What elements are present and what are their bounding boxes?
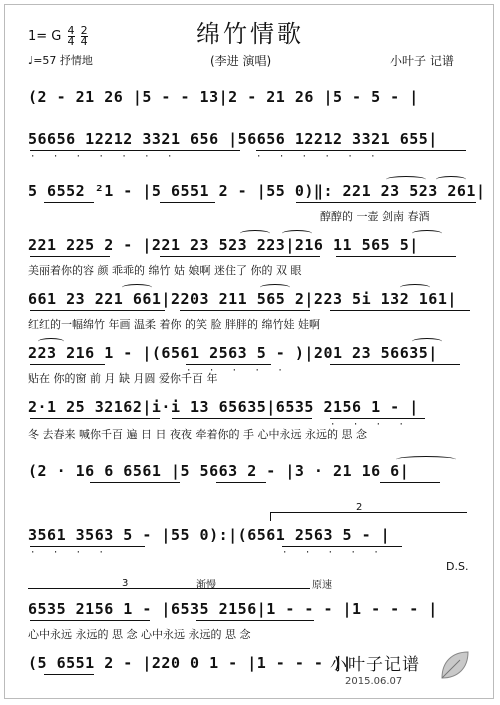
low-octave-dots: · · · · ·: [186, 366, 289, 376]
slur: [282, 230, 312, 237]
beam-line: [30, 418, 160, 419]
beam-line: [160, 202, 215, 203]
signature-date: 2015.06.07: [345, 676, 403, 687]
meter-4-4: $\frac{4}{4}$: [67, 24, 75, 48]
low-octave-dots: · · · ·: [30, 548, 110, 558]
beam-line: [30, 364, 105, 365]
scribe: 小叶子 记谱: [390, 54, 454, 68]
lyrics-row-7: 冬 去春来 喊你千百 遍 日 日 夜夜 牵着你的 手 心中永远 永远的 思 念: [28, 428, 367, 441]
slur: [38, 338, 64, 345]
score-row-11: (5 6551 2 - |220 0 1 - |1 - - - )|: [28, 654, 353, 672]
low-octave-dots: · · · · · ·: [256, 152, 382, 162]
score-row-4: 221 225 2 - |221 23 523 223|216 11 565 5|: [28, 236, 419, 254]
score-row-6: 223 216 1 - |(6561 2563 5 - )|201 23 56635|: [28, 344, 438, 362]
beam-line: [30, 310, 165, 311]
beam-line: [380, 482, 440, 483]
lyrics-row-6: 贴在 你的窗 前 月 缺 月圆 爱你千百 年: [28, 372, 218, 385]
ds-marking: D.S.: [446, 560, 469, 573]
score-row-10: 6535 2156 1 - |6535 2156|1 - - - |1 - - - |: [28, 600, 438, 618]
leaf-logo-icon: [438, 648, 472, 682]
original-tempo-marking: 原速: [312, 580, 332, 591]
beam-line: [30, 256, 110, 257]
performer: (李进 演唱): [210, 54, 272, 68]
key-signature: [28, 26, 88, 47]
scribe-signature: 小叶子记谱: [330, 655, 420, 675]
score-row-3: 5 6552 ²1 - |5 6551 2 - |55 0)‖: 221 23 523 261|: [28, 182, 486, 200]
beam-line: [216, 482, 266, 483]
volta-number-3: 3: [122, 578, 129, 589]
beam-line: [180, 310, 310, 311]
beam-line: [172, 418, 312, 419]
volta-number-2: 2: [356, 502, 363, 513]
lyrics-row-3: 醇醇的 一壶 剑南 春酒: [320, 210, 430, 223]
beam-line: [330, 310, 470, 311]
slur: [386, 176, 426, 183]
beam-line: [44, 674, 94, 675]
score-row-2: 56656 12212 3321 656 |56656 12212 3321 655|: [28, 130, 438, 148]
score-row-9: 3561 3563 5 - |55 0):|(6561 2563 5 - |: [28, 526, 391, 544]
tempo-marking: ♩=57 抒情地: [28, 54, 93, 67]
score-row-1: (2 - 21 26 |5 - - 13|2 - 21 26 |5 - 5 - |: [28, 88, 419, 106]
beam-line: [256, 150, 466, 151]
meter-2-4: $\frac{2}{4}$: [80, 24, 88, 48]
score-row-7: 2·1 25 32162|i·i 13 65635|6535 2156 1 - |: [28, 398, 419, 416]
low-octave-dots: · · · ·: [330, 420, 410, 430]
lyrics-row-10: 心中永远 永远的 思 念 心中永远 永远的 思 念: [28, 628, 251, 641]
beam-line: [282, 546, 402, 547]
beam-line: [296, 202, 476, 203]
beam-line: [90, 482, 180, 483]
slur: [400, 284, 430, 291]
beam-line: [330, 418, 425, 419]
volta-bracket-3: [28, 588, 310, 597]
lyrics-row-4: 美丽着你的容 颜 乖乖的 绵竹 姑 娘啊 迷住了 你的 双 眼: [28, 264, 302, 277]
slur: [436, 176, 466, 183]
slur: [412, 338, 442, 345]
beam-line: [30, 150, 240, 151]
slowing-marking: 渐慢: [196, 580, 216, 591]
beam-line: [186, 364, 271, 365]
beam-line: [30, 546, 145, 547]
low-octave-dots: · · · · ·: [282, 548, 385, 558]
lyrics-row-5: 红红的一幅绵竹 年画 温柔 着你 的笑 脸 胖胖的 绵竹娃 娃啊: [28, 318, 320, 331]
low-octave-dots: · · · · · · ·: [30, 152, 179, 162]
slur: [396, 456, 456, 463]
song-title: 绵竹情歌: [196, 20, 304, 48]
beam-line: [44, 202, 94, 203]
score-row-5: 661 23 221 661|2203 211 565 2|223 5i 132 161|: [28, 290, 457, 308]
volta-bracket-2: [270, 512, 467, 521]
slur: [240, 230, 270, 237]
key-label: 1= G: [28, 29, 62, 44]
slur: [122, 284, 152, 291]
slur: [260, 284, 290, 291]
beam-line: [160, 256, 320, 257]
score-row-8: (2 · 16 6 6561 |5 5663 2 - |3 · 21 16 6|: [28, 462, 410, 480]
slur: [412, 230, 442, 237]
beam-line: [196, 620, 314, 621]
beam-line: [30, 620, 150, 621]
beam-line: [336, 256, 456, 257]
beam-line: [330, 364, 460, 365]
